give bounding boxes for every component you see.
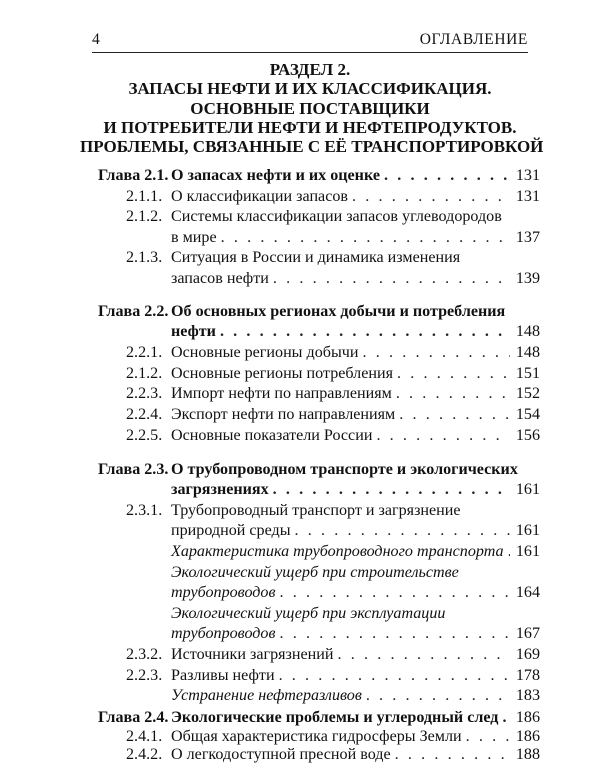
entry-title: Устранение нефтеразливов bbox=[171, 687, 362, 704]
subsection-number: 2.2.5. bbox=[126, 427, 163, 444]
entry-title: Источники загрязнений bbox=[171, 646, 334, 663]
dot-leader bbox=[366, 686, 510, 706]
entry-title: Экологический ущерб при строительстве bbox=[171, 564, 459, 581]
section-title-line: ОСНОВНЫЕ ПОСТАВЩИКИ bbox=[190, 98, 430, 118]
entry-title: О легкодоступной пресной воде bbox=[171, 746, 391, 763]
chapter-title-cont: нефти bbox=[171, 323, 216, 340]
page-ref: 169 bbox=[515, 646, 540, 663]
dot-leader bbox=[399, 405, 510, 425]
dot-leader bbox=[384, 166, 510, 186]
page-ref: 161 bbox=[515, 543, 540, 560]
dot-leader bbox=[273, 480, 510, 500]
entry-title: Характеристика трубопроводного транспорта bbox=[171, 543, 504, 560]
dot-leader bbox=[397, 364, 510, 384]
subsection-number: 2.2.3. bbox=[126, 385, 163, 402]
page-ref: 131 bbox=[515, 167, 540, 184]
toc-entry[interactable] bbox=[171, 426, 540, 446]
dot-leader bbox=[508, 542, 510, 562]
subsection-number: 2.2.3. bbox=[126, 667, 163, 684]
dot-leader bbox=[220, 322, 510, 342]
page-ref: 186 bbox=[515, 709, 540, 726]
subsection-number: 2.2.4. bbox=[126, 406, 163, 423]
running-title: ОГЛАВЛЕНИЕ bbox=[419, 31, 528, 48]
subsection-number: 2.1.2. bbox=[126, 365, 163, 382]
subsection-number: 2.4.2. bbox=[126, 746, 163, 763]
chapter-title: О запасах нефти и их оценке bbox=[171, 167, 380, 184]
toc-entry[interactable] bbox=[171, 727, 540, 747]
entry-title: Ситуация в России и динамика изменения bbox=[171, 249, 461, 266]
entry-title: Экспорт нефти по направлениям bbox=[171, 406, 396, 423]
entry-title: Основные регионы потребления bbox=[171, 365, 393, 382]
section-title-line: ПРОБЛЕМЫ, СВЯЗАННЫЕ С ЕЁ ТРАНСПОРТИРОВКОЙ bbox=[80, 137, 544, 157]
entry-title-cont: природной среды bbox=[171, 522, 291, 539]
dot-leader bbox=[221, 228, 510, 248]
chapter-number: Глава 2.2. bbox=[98, 303, 169, 320]
page-ref: 183 bbox=[515, 687, 540, 704]
page-ref: 164 bbox=[515, 584, 540, 601]
dot-leader bbox=[295, 521, 510, 541]
page-ref: 156 bbox=[515, 427, 540, 444]
subsection-number: 2.2.1. bbox=[126, 344, 163, 361]
entry-title: Трубопроводный транспорт и загрязнение bbox=[171, 502, 461, 519]
page-ref: 148 bbox=[515, 323, 540, 340]
toc-entry[interactable] bbox=[171, 666, 540, 686]
toc-entry-italic[interactable] bbox=[171, 686, 540, 706]
toc-entry[interactable] bbox=[171, 645, 540, 665]
dot-leader bbox=[396, 384, 510, 404]
subsection-number: 2.1.2. bbox=[126, 208, 163, 225]
dot-leader bbox=[279, 583, 510, 603]
toc-entry[interactable] bbox=[171, 269, 540, 289]
toc-entry[interactable] bbox=[171, 521, 540, 541]
entry-title-cont: запасов нефти bbox=[171, 270, 269, 287]
page-ref: 139 bbox=[515, 270, 540, 287]
toc-entry-italic[interactable] bbox=[171, 542, 540, 562]
entry-title: Разливы нефти bbox=[171, 667, 275, 684]
section-title-line: РАЗДЕЛ 2. bbox=[269, 60, 351, 79]
toc-entry[interactable] bbox=[171, 187, 540, 207]
page-ref: 188 bbox=[515, 746, 540, 763]
entry-title: Основные регионы добычи bbox=[171, 344, 359, 361]
toc-entry-chapter[interactable] bbox=[171, 322, 540, 342]
entry-title-cont: трубопроводов bbox=[171, 625, 276, 642]
subsection-number: 2.1.1. bbox=[126, 188, 163, 205]
chapter-number: Глава 2.3. bbox=[98, 461, 169, 478]
dot-leader bbox=[502, 708, 510, 728]
toc-entry-italic[interactable] bbox=[171, 583, 540, 603]
subsection-number: 2.3.2. bbox=[126, 646, 163, 663]
dot-leader bbox=[395, 745, 510, 765]
chapter-title-cont: загрязнениях bbox=[171, 481, 269, 498]
toc-entry[interactable] bbox=[171, 228, 540, 248]
entry-title: Основные показатели России bbox=[171, 427, 373, 444]
toc-entry-chapter[interactable] bbox=[171, 480, 540, 500]
page-number: 4 bbox=[92, 31, 100, 48]
page-ref: 151 bbox=[515, 365, 540, 382]
dot-leader bbox=[338, 645, 511, 665]
subsection-number: 2.3.1. bbox=[126, 502, 163, 519]
toc-entry-chapter[interactable] bbox=[171, 708, 540, 728]
toc-entry[interactable] bbox=[171, 745, 540, 765]
section-title-line: ЗАПАСЫ НЕФТИ И ИХ КЛАССИФИКАЦИЯ. bbox=[128, 79, 492, 99]
chapter-title: О трубопроводном транспорте и экологических bbox=[171, 461, 518, 478]
dot-leader bbox=[376, 426, 510, 446]
page-ref: 154 bbox=[515, 406, 540, 423]
entry-title-cont: в мире bbox=[171, 229, 217, 246]
chapter-number: Глава 2.1. bbox=[98, 167, 169, 184]
chapter-title: Экологические проблемы и углеродный след bbox=[171, 709, 499, 726]
dot-leader bbox=[352, 187, 510, 207]
page-ref: 148 bbox=[515, 344, 540, 361]
entry-title-cont: трубопроводов bbox=[171, 584, 276, 601]
page-ref: 131 bbox=[515, 188, 540, 205]
page-ref: 161 bbox=[515, 481, 540, 498]
page-ref: 186 bbox=[515, 728, 540, 745]
dot-leader bbox=[273, 269, 510, 289]
dot-leader bbox=[362, 343, 510, 363]
toc-entry-italic[interactable] bbox=[171, 624, 540, 644]
toc-entry[interactable] bbox=[171, 343, 540, 363]
subsection-number: 2.4.1. bbox=[126, 728, 163, 745]
entry-title: Экологический ущерб при эксплуатации bbox=[171, 605, 446, 622]
subsection-number: 2.1.3. bbox=[126, 249, 163, 266]
dot-leader bbox=[466, 727, 510, 747]
dot-leader bbox=[279, 666, 510, 686]
entry-title: О классификации запасов bbox=[171, 188, 348, 205]
entry-title: Импорт нефти по направлениям bbox=[171, 385, 392, 402]
page-ref: 167 bbox=[515, 625, 540, 642]
page-ref: 137 bbox=[515, 229, 540, 246]
section-title-line: И ПОТРЕБИТЕЛИ НЕФТИ И НЕФТЕПРОДУКТОВ. bbox=[103, 117, 517, 137]
toc-entry[interactable] bbox=[171, 405, 540, 425]
chapter-number: Глава 2.4. bbox=[98, 709, 169, 726]
page-ref: 152 bbox=[515, 385, 540, 402]
toc-entry-chapter[interactable] bbox=[171, 166, 540, 186]
toc-entry[interactable] bbox=[171, 384, 540, 404]
chapter-title: Об основных регионах добычи и потребления bbox=[171, 303, 506, 320]
entry-title: Системы классификации запасов углеводородов bbox=[171, 208, 502, 225]
page-ref: 178 bbox=[515, 667, 540, 684]
entry-title: Общая характеристика гидросферы Земли bbox=[171, 728, 462, 745]
dot-leader bbox=[279, 624, 510, 644]
toc-entry[interactable] bbox=[171, 364, 540, 384]
page-ref: 161 bbox=[515, 522, 540, 539]
